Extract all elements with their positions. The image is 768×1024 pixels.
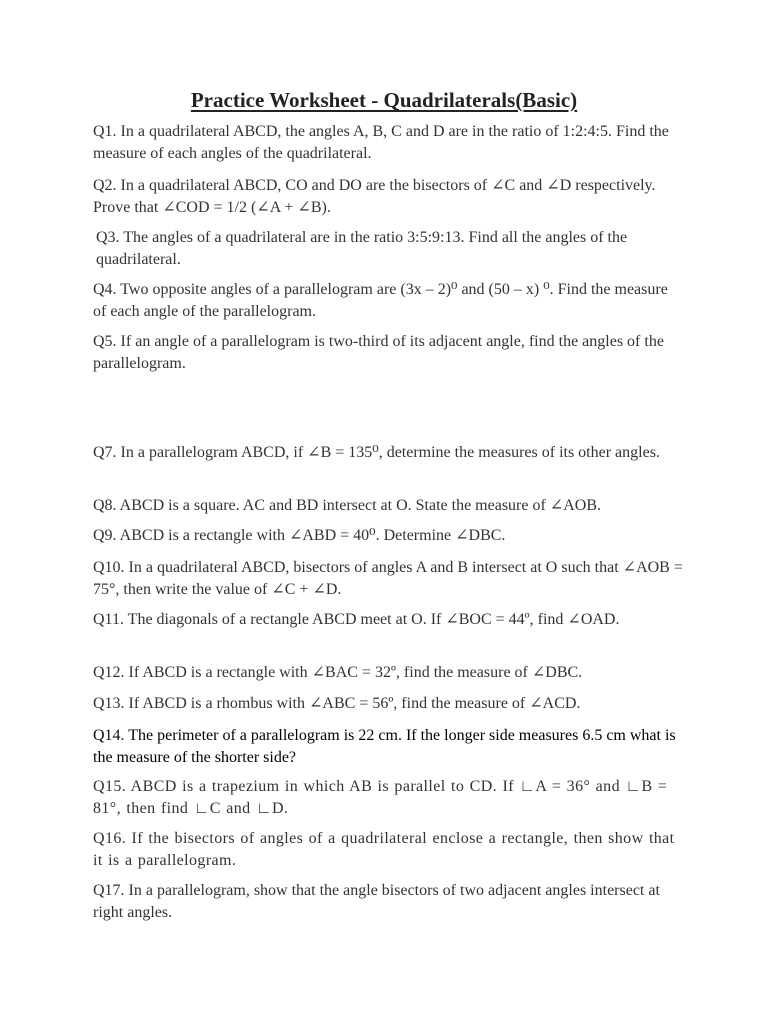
question-1: Q1. In a quadrilateral ABCD, the angles A, B, C and D are in the ratio of 1:2:4:5. Find the measure of each angles of the quadrilateral. <box>93 123 669 162</box>
question-3: Q3. The angles of a quadrilateral are in the ratio 3:5:9:13. Find all the angles of the quadrilateral. <box>96 229 628 268</box>
question-12: Q12. If ABCD is a rectangle with ∠BAC = 32º, find the measure of ∠DBC. <box>93 664 583 681</box>
question-8: Q8. ABCD is a square. AC and BD intersect at O. State the measure of ∠AOB. <box>93 497 601 514</box>
question-11: Q11. The diagonals of a rectangle ABCD meet at O. If ∠BOC = 44º, find ∠OAD. <box>93 611 620 628</box>
question-4: Q4. Two opposite angles of a parallelogram are (3x – 2)⁰ and (50 – x) ⁰. Find the measure of each angle of the parallelogram. <box>93 281 668 320</box>
question-5: Q5. If an angle of a parallelogram is two-third of its adjacent angle, find the angles of the parallelogram. <box>93 333 664 372</box>
question-2: Q2. In a quadrilateral ABCD, CO and DO are the bisectors of ∠C and ∠D respectively. Prove that ∠COD = 1/2 (∠A + ∠B). <box>93 177 656 216</box>
question-7: Q7. In a parallelogram ABCD, if ∠B = 135⁰, determine the measures of its other angles. <box>93 444 660 461</box>
question-14 <box>93 725 683 769</box>
page-title: Practice Worksheet - Quadrilaterals(Basic) <box>190 88 578 112</box>
question-13: Q13. If ABCD is a rhombus with ∠ABC = 56º, find the measure of ∠ACD. <box>93 695 581 712</box>
question-16: Q16. If the bisectors of angles of a quadrilateral enclose a rectangle, then show that it is a parallelogram. <box>93 830 675 869</box>
question-14-text: The perimeter of a parallelogram is 22 cm. If the longer side measures 6.5 cm what is the measure of the shorter side? <box>93 727 676 766</box>
question-17: Q17. In a parallelogram, show that the angle bisectors of two adjacent angles intersect at right angles. <box>93 882 660 921</box>
question-9: Q9. ABCD is a rectangle with ∠ABD = 40⁰. Determine ∠DBC. <box>93 527 506 544</box>
question-15: Q15. ABCD is a trapezium in which AB is parallel to CD. If ∟A = 36° and ∟B = 81°, then find ∟C and ∟D. <box>93 778 668 817</box>
question-14-label: Q14. <box>93 727 125 744</box>
question-10: Q10. In a quadrilateral ABCD, bisectors of angles A and B intersect at O such that ∠AOB = 75°, then write the value of ∠C + ∠D. <box>93 559 683 598</box>
